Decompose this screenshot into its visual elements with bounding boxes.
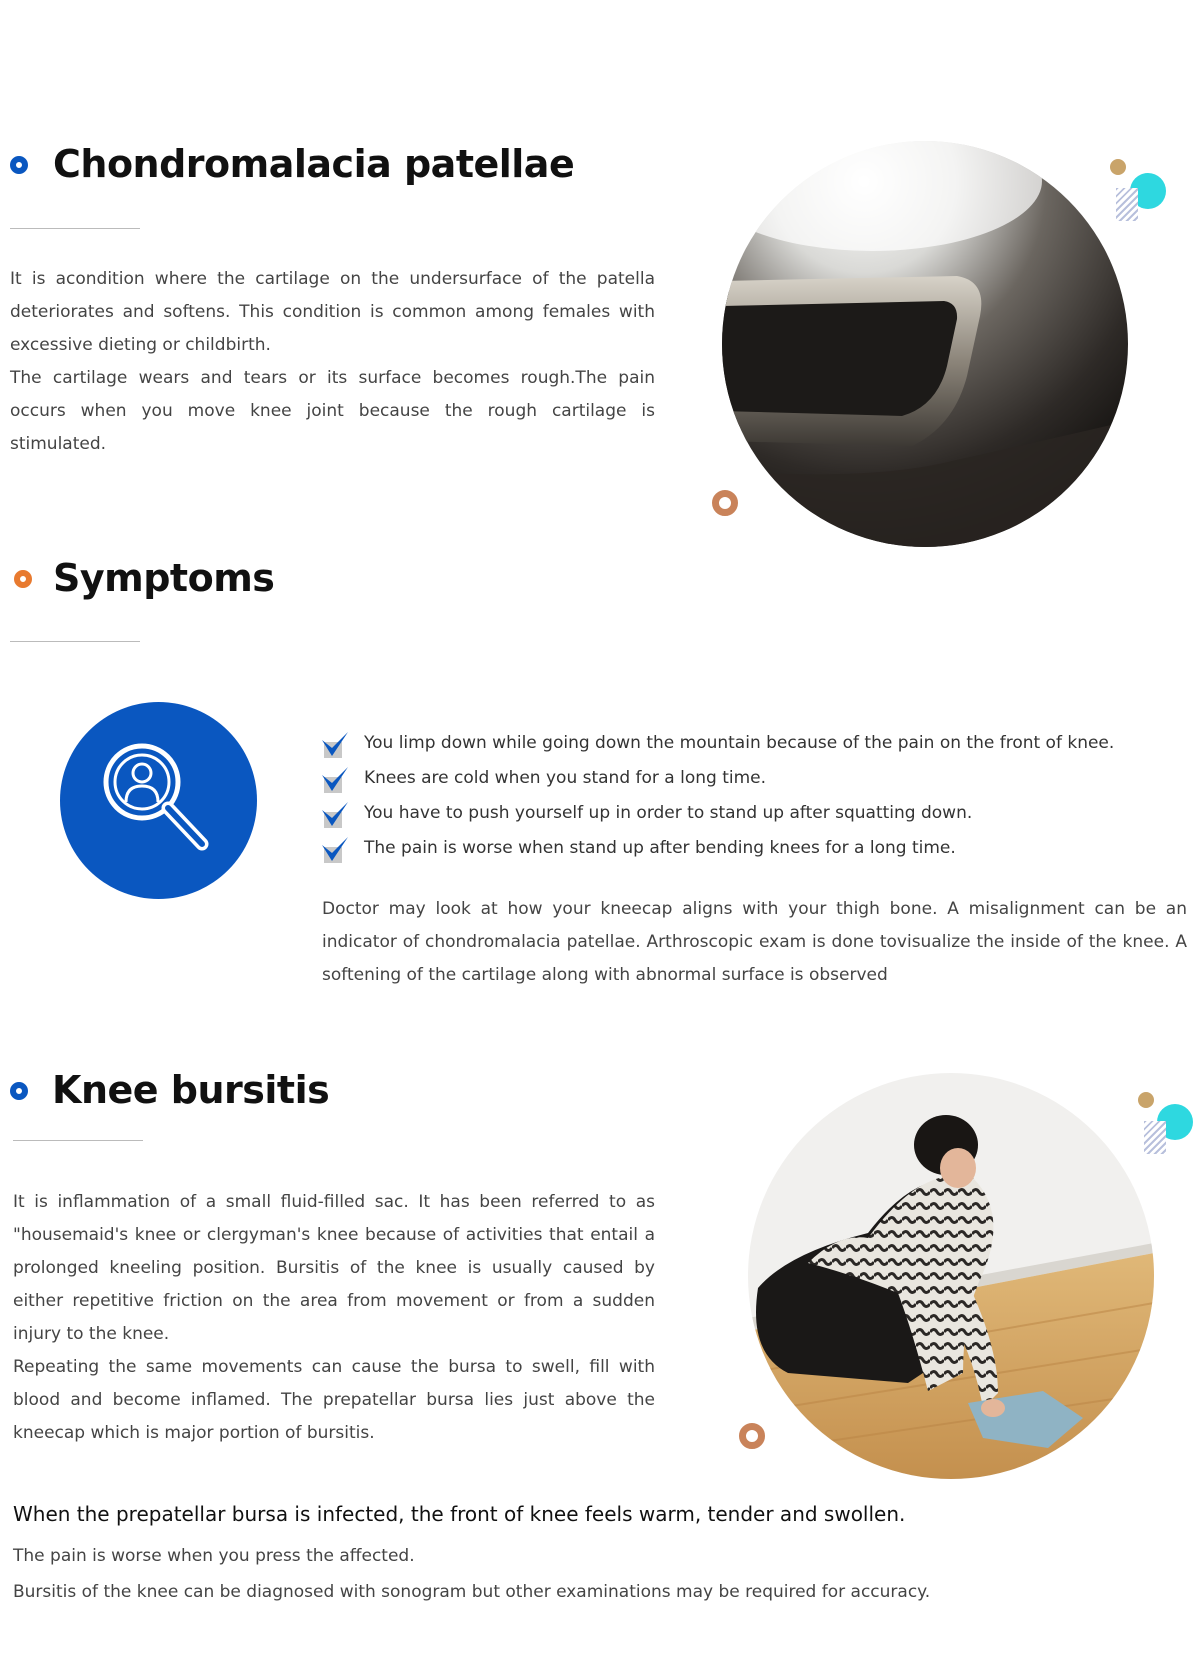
- section-bullet-blue: [10, 1082, 28, 1100]
- symptoms-diagnosis: [322, 893, 1187, 992]
- symptom-text: Knees are cold when you stand for a long time.: [364, 768, 767, 788]
- decor-hatch-square: [1144, 1121, 1166, 1154]
- section-bullet-blue: [10, 156, 28, 174]
- decor-hatch-square: [1116, 188, 1138, 221]
- section-bullet-orange: [14, 570, 32, 588]
- checkmark-icon: [322, 732, 348, 758]
- checkmark-icon: [322, 802, 348, 828]
- bursitis-note-2: Bursitis of the knee can be diagnosed with sonogram but other examinations may be required for accuracy.: [13, 1582, 931, 1602]
- bursitis-description: [13, 1186, 655, 1450]
- diagnosis-text: Doctor may look at how your kneecap aligns with your thigh bone. A misalignment can be an indicator of chondromalacia patellae. Arthroscopic exam is done tovisualize the inside of the knee. A softening of the cartilage along with abnormal surface is observed: [322, 899, 1187, 985]
- bursitis-paragraph-1: It is inflammation of a small fluid-filled sac. It has been referred to as "housemaid's knee or clergyman's knee because of activities that entail a prolonged kneeling position. Bursitis of the knee is usually caused by either repetitive friction on the area from movement or from a sudden injury to the knee.: [13, 1192, 655, 1344]
- bursitis-note-heading: When the prepatellar bursa is infected, the front of knee feels warm, tender and swollen.: [13, 1502, 906, 1526]
- checkmark-icon: [322, 767, 348, 793]
- arthroscopy-photo: [722, 141, 1128, 547]
- chondromalacia-paragraph-1: It is acondition where the cartilage on the undersurface of the patella deteriorates and softens. This condition is common among females with excessive dieting or childbirth.: [10, 269, 655, 355]
- symptom-list: [322, 726, 1114, 866]
- section-divider: [10, 228, 140, 229]
- section-title-chondromalacia: Chondromalacia patellae: [53, 142, 575, 186]
- bursitis-paragraph-2: Repeating the same movements can cause the bursa to swell, fill with blood and become inflamed. The prepatellar bursa lies just above the kneecap which is major portion of bursitis.: [13, 1357, 655, 1443]
- section-title-symptoms: Symptoms: [53, 556, 275, 600]
- decor-ring: [712, 490, 738, 516]
- decor-dot-gold: [1110, 159, 1126, 175]
- symptom-text: The pain is worse when stand up after bending knees for a long time.: [364, 838, 956, 858]
- section-divider: [13, 1140, 143, 1141]
- bursitis-note-1: The pain is worse when you press the affected.: [13, 1546, 415, 1566]
- chondromalacia-description: [10, 263, 655, 461]
- list-item: [322, 726, 1114, 761]
- decor-ring: [739, 1423, 765, 1449]
- section-divider: [10, 641, 140, 642]
- decor-dot-gold: [1138, 1092, 1154, 1108]
- search-person-icon: [60, 702, 257, 899]
- list-item: [322, 796, 1114, 831]
- section-title-bursitis: Knee bursitis: [52, 1068, 330, 1112]
- symptom-text: You have to push yourself up in order to stand up after squatting down.: [364, 803, 973, 823]
- list-item: [322, 761, 1114, 796]
- list-item: [322, 831, 1114, 866]
- kneeling-woman-photo: [748, 1073, 1154, 1479]
- chondromalacia-paragraph-2: The cartilage wears and tears or its surface becomes rough.The pain occurs when you move knee joint because the rough cartilage is stimulated.: [10, 368, 655, 454]
- checkmark-icon: [322, 837, 348, 863]
- symptom-text: You limp down while going down the mountain because of the pain on the front of knee.: [364, 733, 1115, 753]
